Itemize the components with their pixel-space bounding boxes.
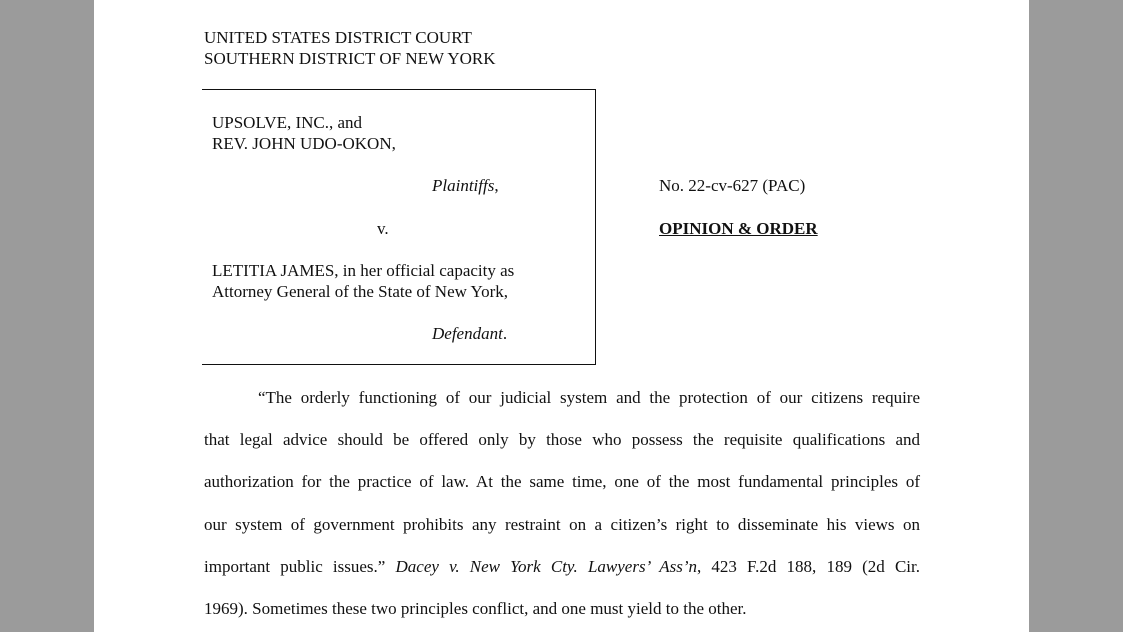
court-district-line: SOUTHERN DISTRICT OF NEW YORK: [204, 49, 496, 68]
body-line-5-start: important public issues.”: [204, 556, 396, 576]
plaintiffs-role-label: Plaintiffs,: [432, 176, 499, 195]
opinion-body: [204, 384, 920, 632]
body-line-5: [204, 553, 920, 595]
document-title: OPINION & ORDER: [659, 219, 818, 238]
defendant-name-line-1: LETITIA JAMES, in her official capacity as: [212, 261, 515, 280]
plaintiffs-role-text: Plaintiffs: [432, 176, 495, 195]
plaintiff-name-line-2: REV. JOHN UDO-OKON,: [212, 134, 396, 153]
document-page: [94, 0, 1029, 632]
body-line-2: that legal advice should be offered only by those who possess the requisite qualifications and: [204, 430, 920, 450]
defendant-name-line-2: Attorney General of the State of New York,: [212, 282, 509, 301]
body-line-5-end: , 423 F.2d 188, 189 (2d Cir.: [696, 556, 920, 576]
court-name-line: UNITED STATES DISTRICT COURT: [204, 28, 472, 47]
body-line-3: authorization for the practice of law. At the same time, one of the most fundamental principles of: [204, 472, 920, 492]
case-citation: Dacey v. New York Cty. Lawyers’ Ass’n: [395, 556, 697, 576]
versus-label: v.: [377, 219, 389, 238]
body-line-6: 1969). Sometimes these two principles conflict, and one must yield to the other.: [204, 598, 747, 618]
defendant-role-text: Defendant: [432, 324, 503, 343]
body-line-4: our system of government prohibits any restraint on a citizen’s right to disseminate his views on: [204, 514, 920, 534]
body-line-1: “The orderly functioning of our judicial system and the protection of our citizens require: [258, 388, 920, 407]
case-number: No. 22-cv-627 (PAC): [659, 176, 806, 195]
defendant-role-label: Defendant.: [432, 324, 508, 343]
plaintiff-name-line-1: UPSOLVE, INC., and: [212, 113, 363, 132]
court-heading: [204, 27, 496, 69]
